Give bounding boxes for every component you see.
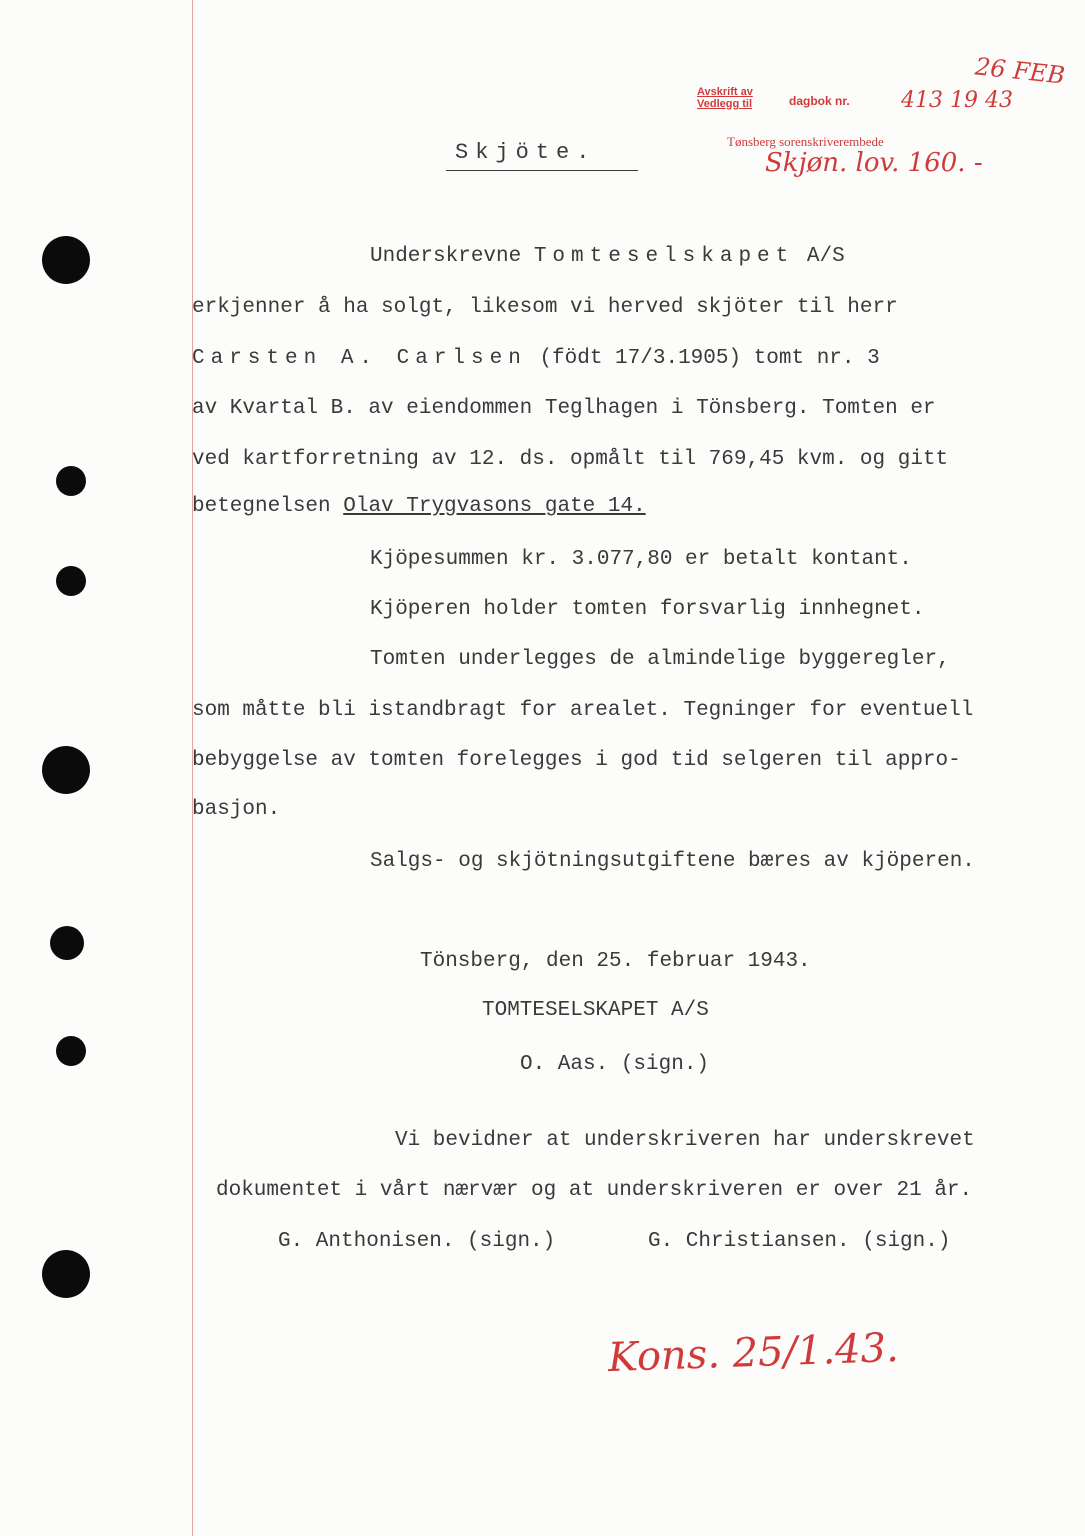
punch-hole xyxy=(42,746,90,794)
body-text: Underskrevne xyxy=(370,245,534,268)
registry-stamp xyxy=(697,86,1013,149)
stamp-handwritten-number: 413 19 43 xyxy=(901,88,1013,113)
body-text: (födt 17/3.1905) tomt nr. 3 xyxy=(526,347,880,370)
body-line-8: Kjöperen holder tomten forsvarlig innhegnet. xyxy=(370,598,925,621)
title-underline xyxy=(446,170,638,171)
street-address: Olav Trygvasons gate 14. xyxy=(343,495,646,518)
body-line-9: Tomten underlegges de almindelige byggeregler, xyxy=(370,648,950,671)
body-line-10: som måtte bli istandbragt for arealet. Tegninger for eventuell xyxy=(192,699,974,722)
buyer-name-spaced: Carsten A. Carlsen xyxy=(192,347,527,370)
stamp-office: Tønsberg sorenskriverembede xyxy=(727,134,884,149)
body-line-4: av Kvartal B. av eiendommen Teglhagen i Tönsberg. Tomten er xyxy=(192,397,936,420)
body-line-3 xyxy=(192,346,880,372)
punch-hole xyxy=(56,466,86,496)
body-line-11: bebyggelse av tomten forelegges i god tid selgeren til appro- xyxy=(192,749,961,772)
body-text: A/S xyxy=(794,245,845,268)
body-line-13: Salgs- og skjötningsutgiftene bæres av kjöperen. xyxy=(370,850,975,873)
body-line-5: ved kartforretning av 12. ds. opmålt til 769,45 kvm. og gitt xyxy=(192,448,949,471)
handwritten-annotation: Kons. 25/1.43. xyxy=(607,1324,900,1382)
body-line-2: erkjenner å ha solgt, likesom vi herved skjöter til herr xyxy=(192,296,898,319)
stamp-line2: Vedlegg til xyxy=(697,98,753,110)
witness-line-1: Vi bevidner at underskriveren har underskrevet xyxy=(395,1129,975,1152)
punch-hole xyxy=(50,926,84,960)
stamp-dagbok: dagbok nr. xyxy=(789,94,850,108)
stamp-line1: Avskrift av xyxy=(697,86,753,98)
body-line-12: basjon. xyxy=(192,798,281,821)
punch-hole xyxy=(42,236,90,284)
witness-line-2: dokumentet i vårt nærvær og at underskriveren er over 21 år. xyxy=(216,1179,973,1202)
body-line-6 xyxy=(192,494,646,520)
body-text: betegnelsen xyxy=(192,495,344,518)
company-name-spaced: Tomteselskapet xyxy=(533,245,795,268)
handwritten-reference: Skjøn. lov. 160. - xyxy=(765,148,983,178)
handwritten-date-corner: 26 FEB xyxy=(973,52,1067,90)
body-line-7: Kjöpesummen kr. 3.077,80 er betalt kontant. xyxy=(370,548,912,571)
place-date: Tönsberg, den 25. februar 1943. xyxy=(420,950,811,973)
signature: O. Aas. (sign.) xyxy=(520,1053,710,1076)
witness-a: G. Anthonisen. (sign.) xyxy=(278,1230,556,1253)
punch-hole xyxy=(42,1250,90,1298)
company-signature-line: TOMTESELSKAPET A/S xyxy=(482,999,709,1022)
document-title: Skjöte. xyxy=(455,140,597,165)
body-line-1 xyxy=(370,244,845,270)
punch-hole xyxy=(56,1036,86,1066)
punch-hole xyxy=(56,566,86,596)
witness-b: G. Christiansen. (sign.) xyxy=(648,1230,951,1253)
